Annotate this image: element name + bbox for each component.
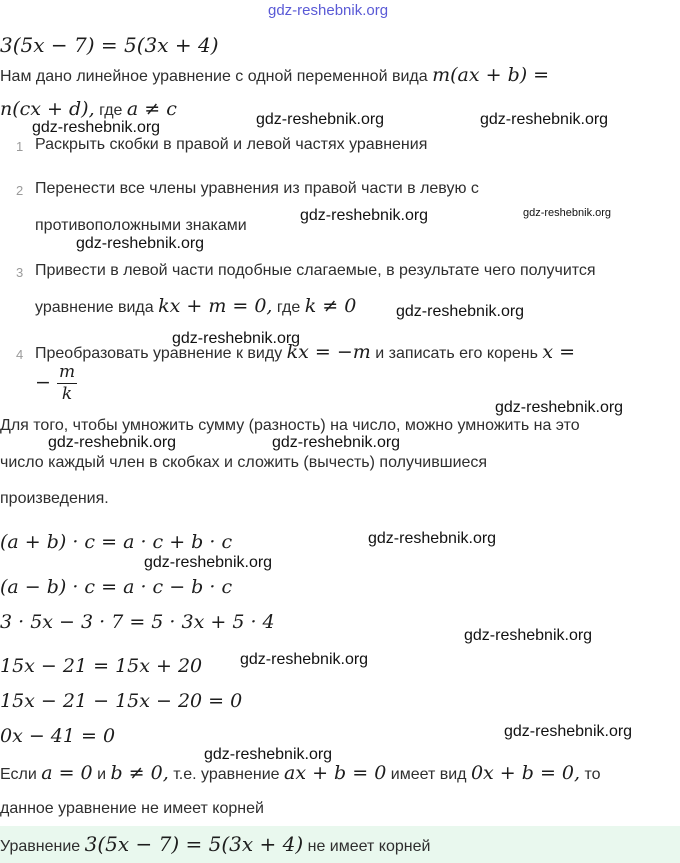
conclusion-math-4: 0x + b = 0, bbox=[470, 762, 581, 784]
intro-text: Нам дано линейное уравнение с одной переменной вида bbox=[0, 68, 428, 85]
watermark: gdz-reshebnik.org bbox=[523, 207, 612, 219]
watermark: gdz-reshebnik.org bbox=[480, 111, 609, 128]
watermark: gdz-reshebnik.org bbox=[396, 303, 525, 320]
step-3-line-2 bbox=[35, 295, 356, 317]
watermark: gdz-reshebnik.org bbox=[272, 434, 401, 451]
solution-step-1: 3 · 5x − 3 · 7 = 5 · 3x + 5 · 4 bbox=[0, 611, 275, 633]
step-4-root: x = bbox=[542, 341, 576, 363]
conclusion-line-1 bbox=[0, 762, 601, 784]
conclusion-text-1: Если bbox=[0, 766, 37, 783]
solution-step-2: 15x − 21 = 15x + 20 bbox=[0, 655, 203, 677]
formula-sum: (a + b) · c = a · c + b · c bbox=[0, 531, 233, 553]
watermark: gdz-reshebnik.org bbox=[240, 651, 369, 668]
step-4-fraction-line bbox=[35, 364, 77, 403]
step-1-text: Раскрыть скобки в правой и левой частях уравнения bbox=[35, 136, 428, 153]
conclusion-text-3: т.е. уравнение bbox=[173, 766, 280, 783]
step-number-4: 4 bbox=[16, 347, 24, 362]
watermark: gdz-reshebnik.org bbox=[32, 119, 161, 136]
conclusion-math-2: b ≠ 0, bbox=[110, 762, 169, 784]
watermark: gdz-reshebnik.org bbox=[144, 554, 273, 571]
answer-equation: 3(5x − 7) = 5(3x + 4) bbox=[84, 832, 304, 856]
watermark: gdz-reshebnik.org bbox=[368, 530, 497, 547]
watermark: gdz-reshebnik.org bbox=[256, 111, 385, 128]
fraction-numerator: m bbox=[58, 362, 76, 382]
solution-step-4: 0x − 41 = 0 bbox=[0, 725, 116, 747]
rule-line-3: произведения. bbox=[0, 490, 109, 507]
watermark: gdz-reshebnik.org bbox=[464, 627, 593, 644]
step-2-text-line-1: Перенести все члены уравнения из правой части в левую с bbox=[35, 180, 479, 197]
step-2-text-line-2: противоположными знаками bbox=[35, 217, 247, 234]
conclusion-text-4: имеет вид bbox=[390, 766, 467, 783]
solution-step-3: 15x − 21 − 15x − 20 = 0 bbox=[0, 690, 243, 712]
answer-box bbox=[0, 826, 680, 863]
top-watermark[interactable]: gdz-reshebnik.org bbox=[268, 2, 389, 19]
conclusion-line-2: данное уравнение не имеет корней bbox=[0, 800, 264, 817]
step-4-text: Преобразовать уравнение к виду bbox=[35, 345, 283, 362]
step-4-math: kx = −m bbox=[286, 341, 371, 363]
step-4-text-2: и записать его корень bbox=[375, 345, 538, 362]
conclusion-math-3: ax + b = 0 bbox=[284, 762, 387, 784]
step-number-1: 1 bbox=[16, 139, 24, 154]
intro-line-2 bbox=[0, 98, 177, 120]
step-3-text-2: уравнение вида bbox=[35, 299, 154, 316]
conclusion-text-2: и bbox=[97, 766, 107, 783]
step-3-condition: k ≠ 0 bbox=[304, 295, 357, 317]
step-3-math: kx + m = 0, bbox=[158, 295, 273, 317]
rule-line-2: число каждый член в скобках и сложить (вычесть) получившиеся bbox=[0, 454, 488, 471]
intro-math-2: n(cx + d), bbox=[0, 98, 95, 120]
intro-text-2: где bbox=[99, 102, 123, 119]
watermark: gdz-reshebnik.org bbox=[48, 434, 177, 451]
step-number-3: 3 bbox=[16, 265, 24, 280]
rule-line-1: Для того, чтобы умножить сумму (разность) на число, можно умножить на это bbox=[0, 417, 580, 434]
step-3-text-3: где bbox=[276, 299, 301, 316]
step-4-line-1 bbox=[35, 341, 575, 363]
answer-line bbox=[0, 832, 430, 856]
fraction-denominator: k bbox=[61, 384, 73, 404]
watermark: gdz-reshebnik.org bbox=[204, 746, 333, 763]
conclusion-text-5: то bbox=[584, 766, 601, 783]
conclusion-math-1: a = 0 bbox=[41, 762, 93, 784]
problem-equation: 3(5x − 7) = 5(3x + 4) bbox=[0, 33, 219, 57]
minus-sign: − bbox=[35, 371, 51, 394]
watermark: gdz-reshebnik.org bbox=[300, 207, 429, 224]
watermark: gdz-reshebnik.org bbox=[172, 330, 301, 347]
watermark: gdz-reshebnik.org bbox=[504, 723, 633, 740]
step-3-text-line-1: Привести в левой части подобные слагаемые, в результате чего получится bbox=[35, 262, 596, 279]
intro-math-1: m(ax + b) = bbox=[432, 64, 550, 86]
step-number-2: 2 bbox=[16, 183, 24, 198]
intro-line-1 bbox=[0, 64, 549, 86]
watermark: gdz-reshebnik.org bbox=[76, 235, 205, 252]
answer-text-2: не имеет корней bbox=[307, 838, 431, 855]
answer-text-1: Уравнение bbox=[0, 838, 81, 855]
root-fraction bbox=[57, 364, 77, 403]
intro-condition: a ≠ c bbox=[126, 98, 177, 120]
watermark: gdz-reshebnik.org bbox=[495, 399, 624, 416]
formula-difference: (a − b) · c = a · c − b · c bbox=[0, 576, 233, 598]
